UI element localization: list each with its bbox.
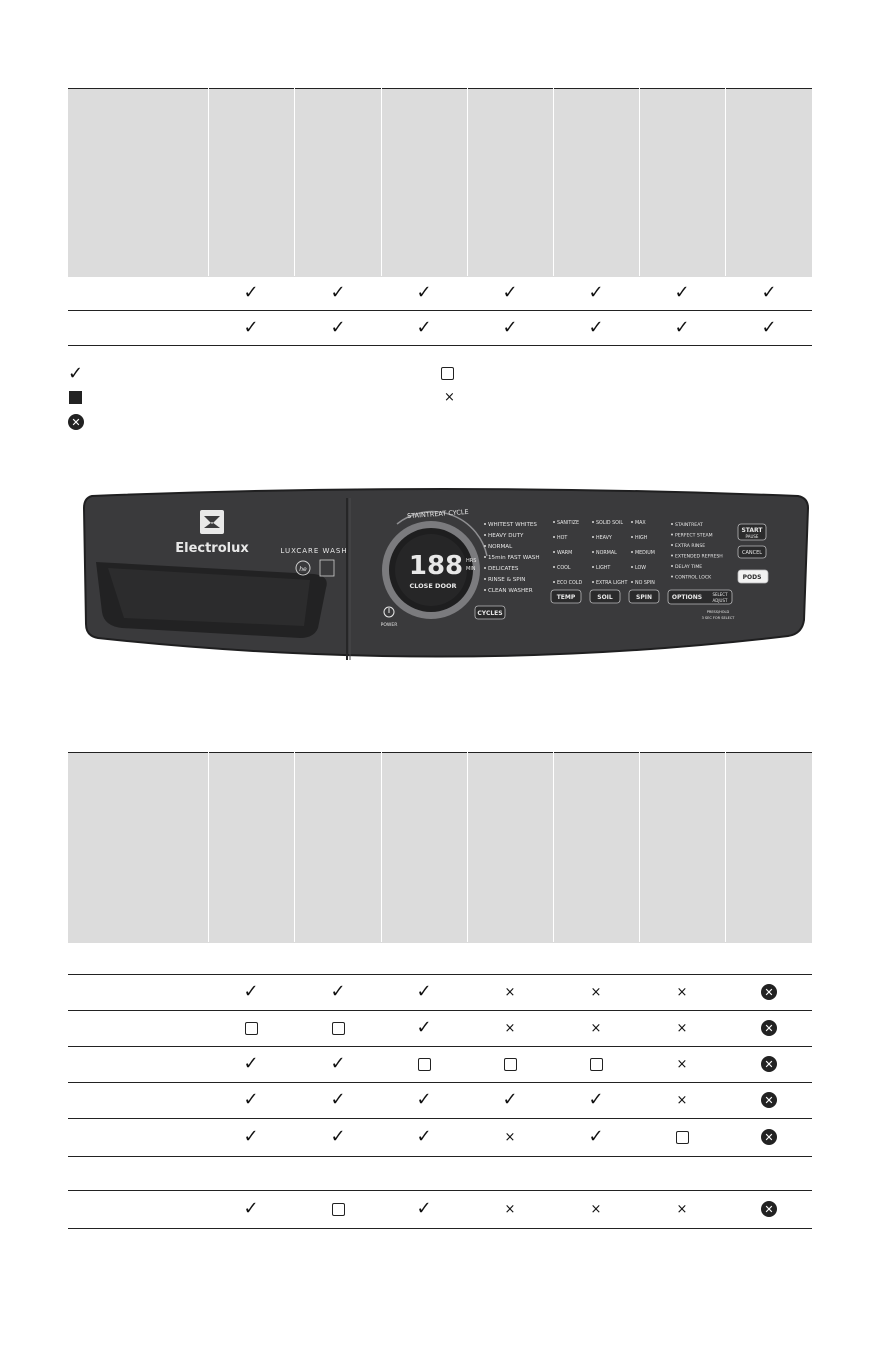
table-cell <box>576 276 616 310</box>
table-cell <box>662 974 702 1010</box>
table-cell <box>318 974 358 1010</box>
table-cell <box>404 310 444 345</box>
temp-option: ECO COLD <box>557 581 583 586</box>
check-icon: ✓ <box>243 282 259 303</box>
press-hold: PRESS/HOLD <box>706 610 730 614</box>
table-cell <box>749 1082 789 1118</box>
soil-button: SOIL <box>597 594 613 601</box>
x-icon: × <box>504 1020 516 1036</box>
soil-option: EXTRA LIGHT <box>596 581 628 586</box>
table-row <box>68 1156 812 1191</box>
control-panel-svg <box>82 488 810 666</box>
empty-square-icon <box>676 1131 689 1144</box>
check-icon: ✓ <box>330 282 346 303</box>
x-icon: × <box>504 1201 516 1217</box>
check-icon: ✓ <box>330 316 346 338</box>
table-cell <box>490 1010 530 1046</box>
table-cell <box>662 1190 702 1228</box>
x-icon: × <box>444 390 455 405</box>
table-cell <box>749 1010 789 1046</box>
table-cell <box>576 1118 616 1156</box>
options-table-top <box>68 88 812 348</box>
empty-square-icon <box>590 1058 603 1071</box>
close-door-label: CLOSE DOOR <box>409 582 457 590</box>
spin-option: NO SPIN <box>635 581 655 586</box>
cycle-option: DELICATES <box>488 566 519 572</box>
table-cell <box>490 276 530 310</box>
x-icon: × <box>590 1201 602 1217</box>
select-adjust-bottom: ADJUST <box>712 598 728 603</box>
check-icon: ✓ <box>330 981 346 1002</box>
check-icon: ✓ <box>330 1126 346 1147</box>
empty-square-icon <box>418 1058 431 1071</box>
check-icon: ✓ <box>416 1017 432 1038</box>
table-row <box>68 1046 812 1083</box>
cancel-button: CANCEL <box>741 550 763 556</box>
spin-option: LOW <box>635 566 647 571</box>
check-icon: ✓ <box>588 282 604 303</box>
table-row <box>68 1190 812 1229</box>
option-item: EXTRA RINSE <box>675 544 706 549</box>
check-icon: ✓ <box>416 1089 432 1110</box>
x-icon: × <box>676 1020 688 1036</box>
filled-square-icon <box>69 391 82 404</box>
table-cell <box>404 1010 444 1046</box>
check-icon: ✓ <box>243 1198 259 1219</box>
legend-x <box>444 391 455 404</box>
cycle-option: CLEAN WASHER <box>488 588 533 594</box>
check-icon: ✓ <box>761 316 777 338</box>
table-cell <box>749 1190 789 1228</box>
he-badge: he <box>299 566 307 573</box>
circle-x-icon: ✕ <box>761 984 777 1000</box>
soil-option: SOLID SOIL <box>596 521 624 526</box>
check-icon: ✓ <box>761 282 777 303</box>
table-cell <box>231 1046 271 1082</box>
power-label: POWER <box>380 623 398 628</box>
table-cell <box>318 276 358 310</box>
pods-button: PODS <box>742 574 762 581</box>
table-cell <box>749 1118 789 1156</box>
table-cell <box>662 1010 702 1046</box>
check-icon: ✓ <box>68 363 84 384</box>
temp-option: WARM <box>557 551 573 556</box>
legend-check <box>68 365 83 383</box>
empty-square-icon <box>441 367 454 380</box>
table-cell <box>318 1010 358 1046</box>
table-cell <box>576 1190 616 1228</box>
table-cell <box>749 276 789 310</box>
table-cell <box>490 310 530 345</box>
x-icon: × <box>676 1056 688 1072</box>
table-cell <box>576 1082 616 1118</box>
check-icon: ✓ <box>674 316 690 338</box>
cycle-option: WHITEST WHITES <box>488 522 537 528</box>
table-cell <box>662 1118 702 1156</box>
check-icon: ✓ <box>502 316 518 338</box>
option-item: STAINTREAT <box>675 523 703 528</box>
spin-option: MAX <box>635 521 646 526</box>
spin-button: SPIN <box>636 594 652 601</box>
circle-x-icon: ✕ <box>761 1201 777 1217</box>
check-icon: ✓ <box>243 1053 259 1074</box>
x-icon: × <box>590 984 602 1000</box>
soil-option: LIGHT <box>596 566 611 571</box>
x-icon: × <box>676 1092 688 1108</box>
cycles-button: CYCLES <box>477 610 503 617</box>
empty-square-icon <box>332 1203 345 1216</box>
table-cell <box>231 1010 271 1046</box>
x-icon: × <box>504 984 516 1000</box>
check-icon: ✓ <box>243 1089 259 1110</box>
temp-option: COOL <box>557 566 571 571</box>
check-icon: ✓ <box>330 1089 346 1110</box>
table-cell <box>749 974 789 1010</box>
empty-square-icon <box>504 1058 517 1071</box>
check-icon: ✓ <box>243 981 259 1002</box>
empty-square-icon <box>245 1022 258 1035</box>
table-cell <box>576 1010 616 1046</box>
check-icon: ✓ <box>674 282 690 303</box>
display-digits: 188 <box>408 551 464 581</box>
cycle-option: NORMAL <box>488 544 513 550</box>
table-cell <box>404 1190 444 1228</box>
options-table-bottom <box>68 752 812 1228</box>
spin-option: MEDIUM <box>635 551 655 556</box>
x-icon: × <box>676 1201 688 1217</box>
circle-x-icon: ✕ <box>761 1020 777 1036</box>
check-icon: ✓ <box>416 282 432 303</box>
table-cell <box>749 310 789 345</box>
check-icon: ✓ <box>588 1126 604 1147</box>
select-adjust-top: SELECT <box>712 592 728 597</box>
display-unit-min: MIN <box>466 566 476 572</box>
legend-box <box>441 367 454 380</box>
soil-option: NORMAL <box>596 551 617 556</box>
table-row <box>68 942 812 975</box>
table-cell <box>490 1046 530 1082</box>
table-cell <box>662 276 702 310</box>
empty-square-icon <box>332 1022 345 1035</box>
table-cell <box>662 1046 702 1082</box>
temp-button: TEMP <box>556 594 576 601</box>
table-cell <box>404 276 444 310</box>
x-icon: × <box>590 1020 602 1036</box>
table-cell <box>318 1046 358 1082</box>
table-cell <box>576 1046 616 1082</box>
table-cell <box>404 1046 444 1082</box>
table-cell <box>404 974 444 1010</box>
soil-option: HEAVY <box>596 536 612 541</box>
circle-x-icon: ✕ <box>761 1092 777 1108</box>
option-item: CONTROL LOCK <box>675 575 712 581</box>
start-button: START <box>741 527 763 534</box>
table-cell <box>490 1118 530 1156</box>
table-row <box>68 276 812 311</box>
check-icon: ✓ <box>416 1126 432 1147</box>
table-cell <box>404 1082 444 1118</box>
table-cell <box>318 1082 358 1118</box>
table-cell <box>231 1082 271 1118</box>
table-cell <box>404 1118 444 1156</box>
circle-x-icon: ✕ <box>761 1129 777 1145</box>
table-cell <box>231 1190 271 1228</box>
check-icon: ✓ <box>416 1198 432 1219</box>
table-cell <box>490 974 530 1010</box>
temp-option: HOT <box>557 536 568 541</box>
table-row <box>68 1010 812 1047</box>
check-icon: ✓ <box>330 1053 346 1074</box>
legend-filled-box <box>69 391 82 404</box>
check-icon: ✓ <box>502 1089 518 1110</box>
table-cell <box>318 1118 358 1156</box>
cycle-option: 15min FAST WASH <box>488 555 540 561</box>
table-header <box>68 88 812 277</box>
table-row <box>68 1118 812 1157</box>
option-item: EXTENDED REFRESH <box>675 554 723 560</box>
table-cell <box>231 276 271 310</box>
check-icon: ✓ <box>416 316 432 338</box>
option-item: PERFECT STEAM <box>675 533 713 539</box>
cycle-option: HEAVY DUTY <box>488 533 524 539</box>
table-cell <box>576 310 616 345</box>
check-icon: ✓ <box>243 316 259 338</box>
check-icon: ✓ <box>588 1089 604 1110</box>
table-cell <box>749 1046 789 1082</box>
x-icon: × <box>504 1129 516 1145</box>
table-cell <box>231 974 271 1010</box>
brand-logo: Electrolux <box>175 541 249 556</box>
circle-x-icon: ✕ <box>761 1056 777 1072</box>
product-name: LUXCARE WASH <box>280 547 348 555</box>
press-hold-note: 3 SEC FOR SELECT <box>701 616 735 620</box>
table-cell <box>490 1082 530 1118</box>
circle-x-icon: ✕ <box>68 414 84 430</box>
table-cell <box>662 310 702 345</box>
temp-option: SANITIZE <box>557 521 580 526</box>
stain-arc-label: STAINTREAT CYCLE <box>406 507 469 521</box>
pause-label: PAUSE <box>745 534 759 539</box>
table-row <box>68 310 812 346</box>
table-cell <box>318 310 358 345</box>
control-panel-illustration <box>82 488 810 666</box>
table-cell <box>231 1118 271 1156</box>
table-row <box>68 1082 812 1119</box>
check-icon: ✓ <box>243 1126 259 1147</box>
check-icon: ✓ <box>416 981 432 1002</box>
table-cell <box>576 974 616 1010</box>
option-item: DELAY TIME <box>675 565 703 570</box>
table-cell <box>662 1082 702 1118</box>
options-button: OPTIONS <box>671 594 703 601</box>
table-header <box>68 752 812 943</box>
table-cell <box>231 310 271 345</box>
check-icon: ✓ <box>502 282 518 303</box>
cycle-option: RINSE & SPIN <box>488 577 526 583</box>
spin-option: HIGH <box>635 536 648 541</box>
display-unit-hrs: HRS <box>466 558 477 564</box>
legend-circle-x <box>68 414 84 430</box>
table-cell <box>490 1190 530 1228</box>
check-icon: ✓ <box>588 316 604 338</box>
table-row <box>68 974 812 1011</box>
x-icon: × <box>676 984 688 1000</box>
table-cell <box>318 1190 358 1228</box>
